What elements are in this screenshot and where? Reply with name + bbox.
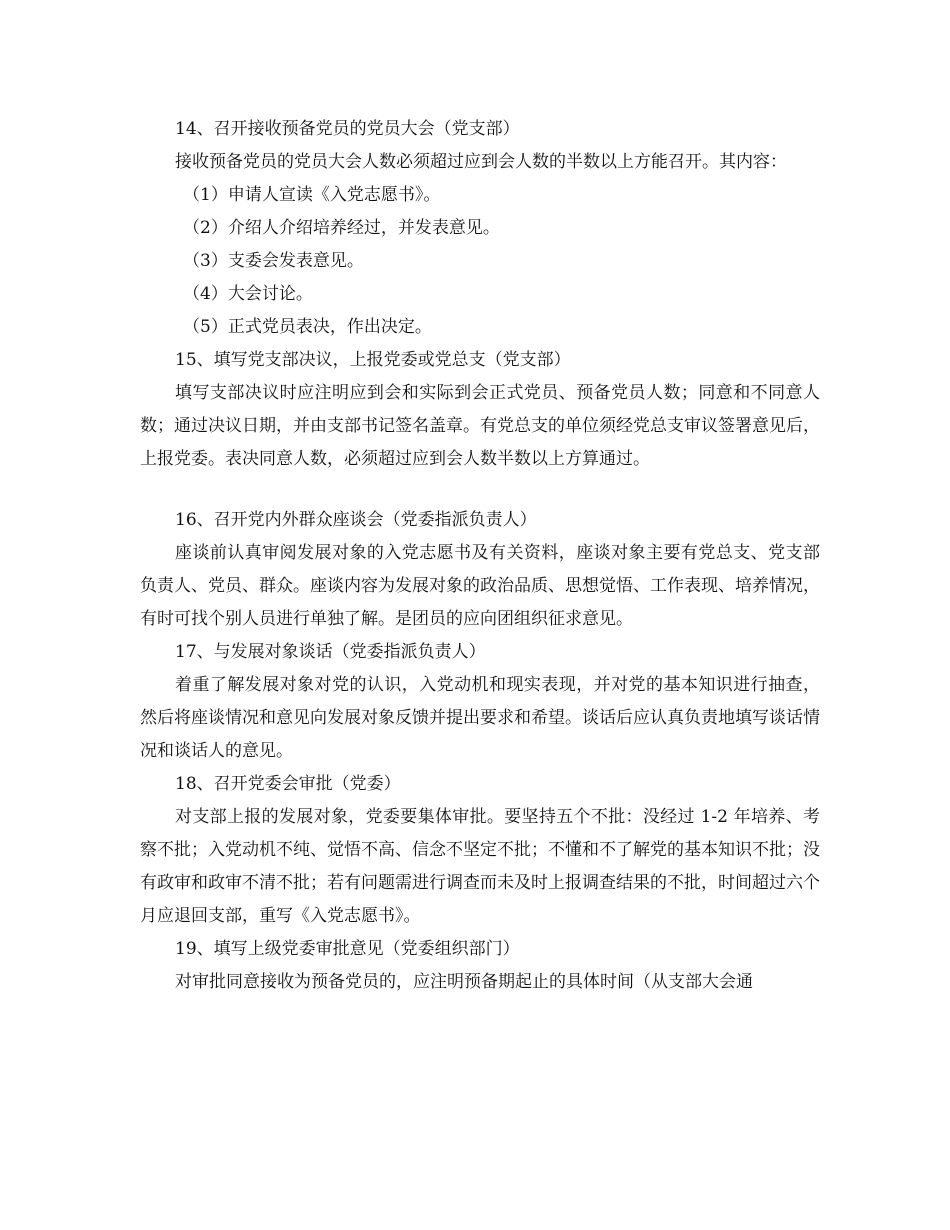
section-14-item-4: （4）大会讨论。 — [183, 284, 313, 304]
section-14-body: 接收预备党员的党员大会人数必须超过应到会人数的半数以上方能召开。其内容： — [175, 152, 787, 172]
section-19-body: 对审批同意接收为预备党员的，应注明预备期起止的具体时间（从支部大会通 — [175, 972, 753, 992]
section-18-body: 对支部上报的发展对象，党委要集体审批。要坚持五个不批：没经过 1-2 年培养、考察不批；入党动机不纯、觉悟不高、信念不坚定不批；不懂和不了解党的基本知识不批；没有政审和政审不清不批；若有问题需进行调查而未及时上报调查结果的不批，时间超过六个月应退回支部，重写《入党志愿书》。 — [140, 807, 820, 926]
section-17-heading: 17、与发展对象谈话（党委指派负责人） — [175, 642, 486, 662]
section-17-body: 着重了解发展对象对党的认识，入党动机和现实表现，并对党的基本知识进行抽查，然后将座谈情况和意见向发展对象反馈并提出要求和希望。谈话后应认真负责地填写谈话情况和谈话人的意见。 — [140, 675, 820, 761]
section-16-body: 座谈前认真审阅发展对象的入党志愿书及有关资料，座谈对象主要有党总支、党支部负责人、党员、群众。座谈内容为发展对象的政治品质、思想觉悟、工作表现、培养情况，有时可找个别人员进行单独了解。是团员的应向团组织征求意见。 — [140, 543, 820, 629]
section-14-item-5: （5）正式党员表决，作出决定。 — [183, 317, 432, 337]
section-14-item-3: （3）支委会发表意见。 — [183, 251, 364, 271]
section-15-body: 填写支部决议时应注明应到会和实际到会正式党员、预备党员人数；同意和不同意人数；通过决议日期，并由支部书记签名盖章。有党总支的单位须经党总支审议签署意见后，上报党委。表决同意人数，必须超过应到会人数半数以上方算通过。 — [140, 383, 820, 469]
document-content — [140, 113, 820, 999]
section-16-heading: 16、召开党内外群众座谈会（党委指派负责人） — [175, 510, 537, 530]
section-14-item-1: （1）申请人宣读《入党志愿书》。 — [183, 185, 441, 205]
section-14-heading: 14、召开接收预备党员的党员大会（党支部） — [175, 119, 520, 139]
section-15-heading: 15、填写党支部决议，上报党委或党总支（党支部） — [175, 350, 571, 370]
section-19-heading: 19、填写上级党委审批意见（党委组织部门） — [175, 939, 520, 959]
section-gap — [140, 476, 820, 504]
section-18-heading: 18、召开党委会审批（党委） — [175, 774, 401, 794]
section-14-item-2: （2）介绍人介绍培养经过，并发表意见。 — [183, 218, 500, 238]
